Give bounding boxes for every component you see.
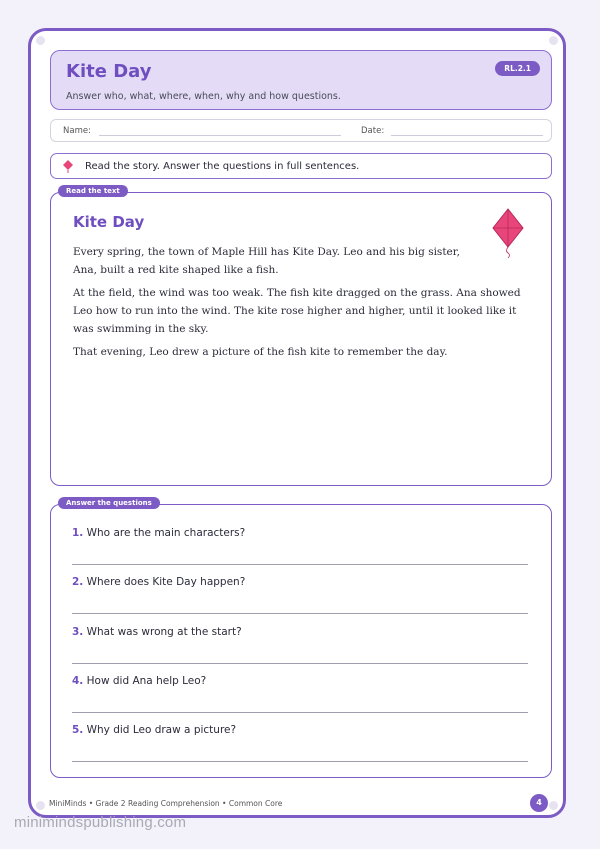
publisher-watermark: minimindspublishing.com (14, 814, 187, 831)
questions-section-tag: Answer the questions (58, 497, 160, 509)
worksheet-subtitle: Answer who, what, where, when, why and how questions. (66, 91, 341, 102)
date-field[interactable] (391, 135, 543, 136)
page-number-badge: 4 (530, 794, 548, 812)
diamond-bullet-icon (63, 160, 73, 173)
story-paragraph (73, 243, 460, 279)
read-section-tag: Read the text (58, 185, 128, 197)
corner-dot (36, 36, 45, 45)
date-label: Date: (361, 126, 385, 136)
worksheet-header (50, 50, 552, 110)
question-3 (72, 626, 242, 638)
standard-badge: RL.2.1 (495, 61, 540, 76)
question-text: Where does Kite Day happen? (86, 576, 246, 588)
name-label: Name: (63, 126, 91, 136)
story-paragraph (73, 284, 521, 338)
question-number: 2. (72, 576, 84, 588)
question-text: What was wrong at the start? (86, 626, 242, 638)
answer-line-1[interactable] (72, 564, 528, 565)
question-1 (72, 527, 245, 539)
answer-line-4[interactable] (72, 712, 528, 713)
question-text: How did Ana help Leo? (86, 675, 207, 687)
question-5 (72, 724, 236, 736)
story-line: Leo how to run into the wind. The kite rose higher and higher, until it looked like it (73, 305, 517, 317)
story-box (50, 187, 552, 486)
worksheet-title: Kite Day (66, 61, 152, 82)
question-text: Who are the main characters? (86, 527, 246, 539)
corner-dot (549, 36, 558, 45)
answer-line-3[interactable] (72, 663, 528, 664)
story-paragraph (73, 343, 447, 361)
question-number: 1. (72, 527, 84, 539)
instructions-bar (50, 153, 552, 179)
instructions-text: Read the story. Answer the questions in full sentences. (85, 161, 360, 172)
question-number: 3. (72, 626, 84, 638)
story-line: Every spring, the town of Maple Hill has Kite Day. Leo and his big sister, (73, 246, 460, 258)
question-text: Why did Leo draw a picture? (86, 724, 237, 736)
question-4 (72, 675, 206, 687)
answer-line-5[interactable] (72, 761, 528, 762)
story-line: Ana, built a red kite shaped like a fish. (73, 264, 279, 276)
corner-dot (36, 801, 45, 810)
kite-icon (491, 208, 525, 258)
footer-text: MiniMinds • Grade 2 Reading Comprehension • Common Core (49, 799, 283, 808)
questions-box (50, 499, 552, 778)
worksheet-page (28, 28, 566, 818)
corner-dot (549, 801, 558, 810)
story-line: was swimming in the sky. (73, 323, 209, 335)
answer-line-2[interactable] (72, 613, 528, 614)
question-2 (72, 576, 245, 588)
name-date-bar (50, 119, 552, 142)
story-line: That evening, Leo drew a picture of the fish kite to remember the day. (73, 346, 448, 358)
question-number: 4. (72, 675, 84, 687)
story-line: At the field, the wind was too weak. The fish kite dragged on the grass. Ana showed (73, 287, 521, 299)
story-title: Kite Day (73, 213, 145, 231)
question-number: 5. (72, 724, 84, 736)
name-field[interactable] (99, 135, 341, 136)
